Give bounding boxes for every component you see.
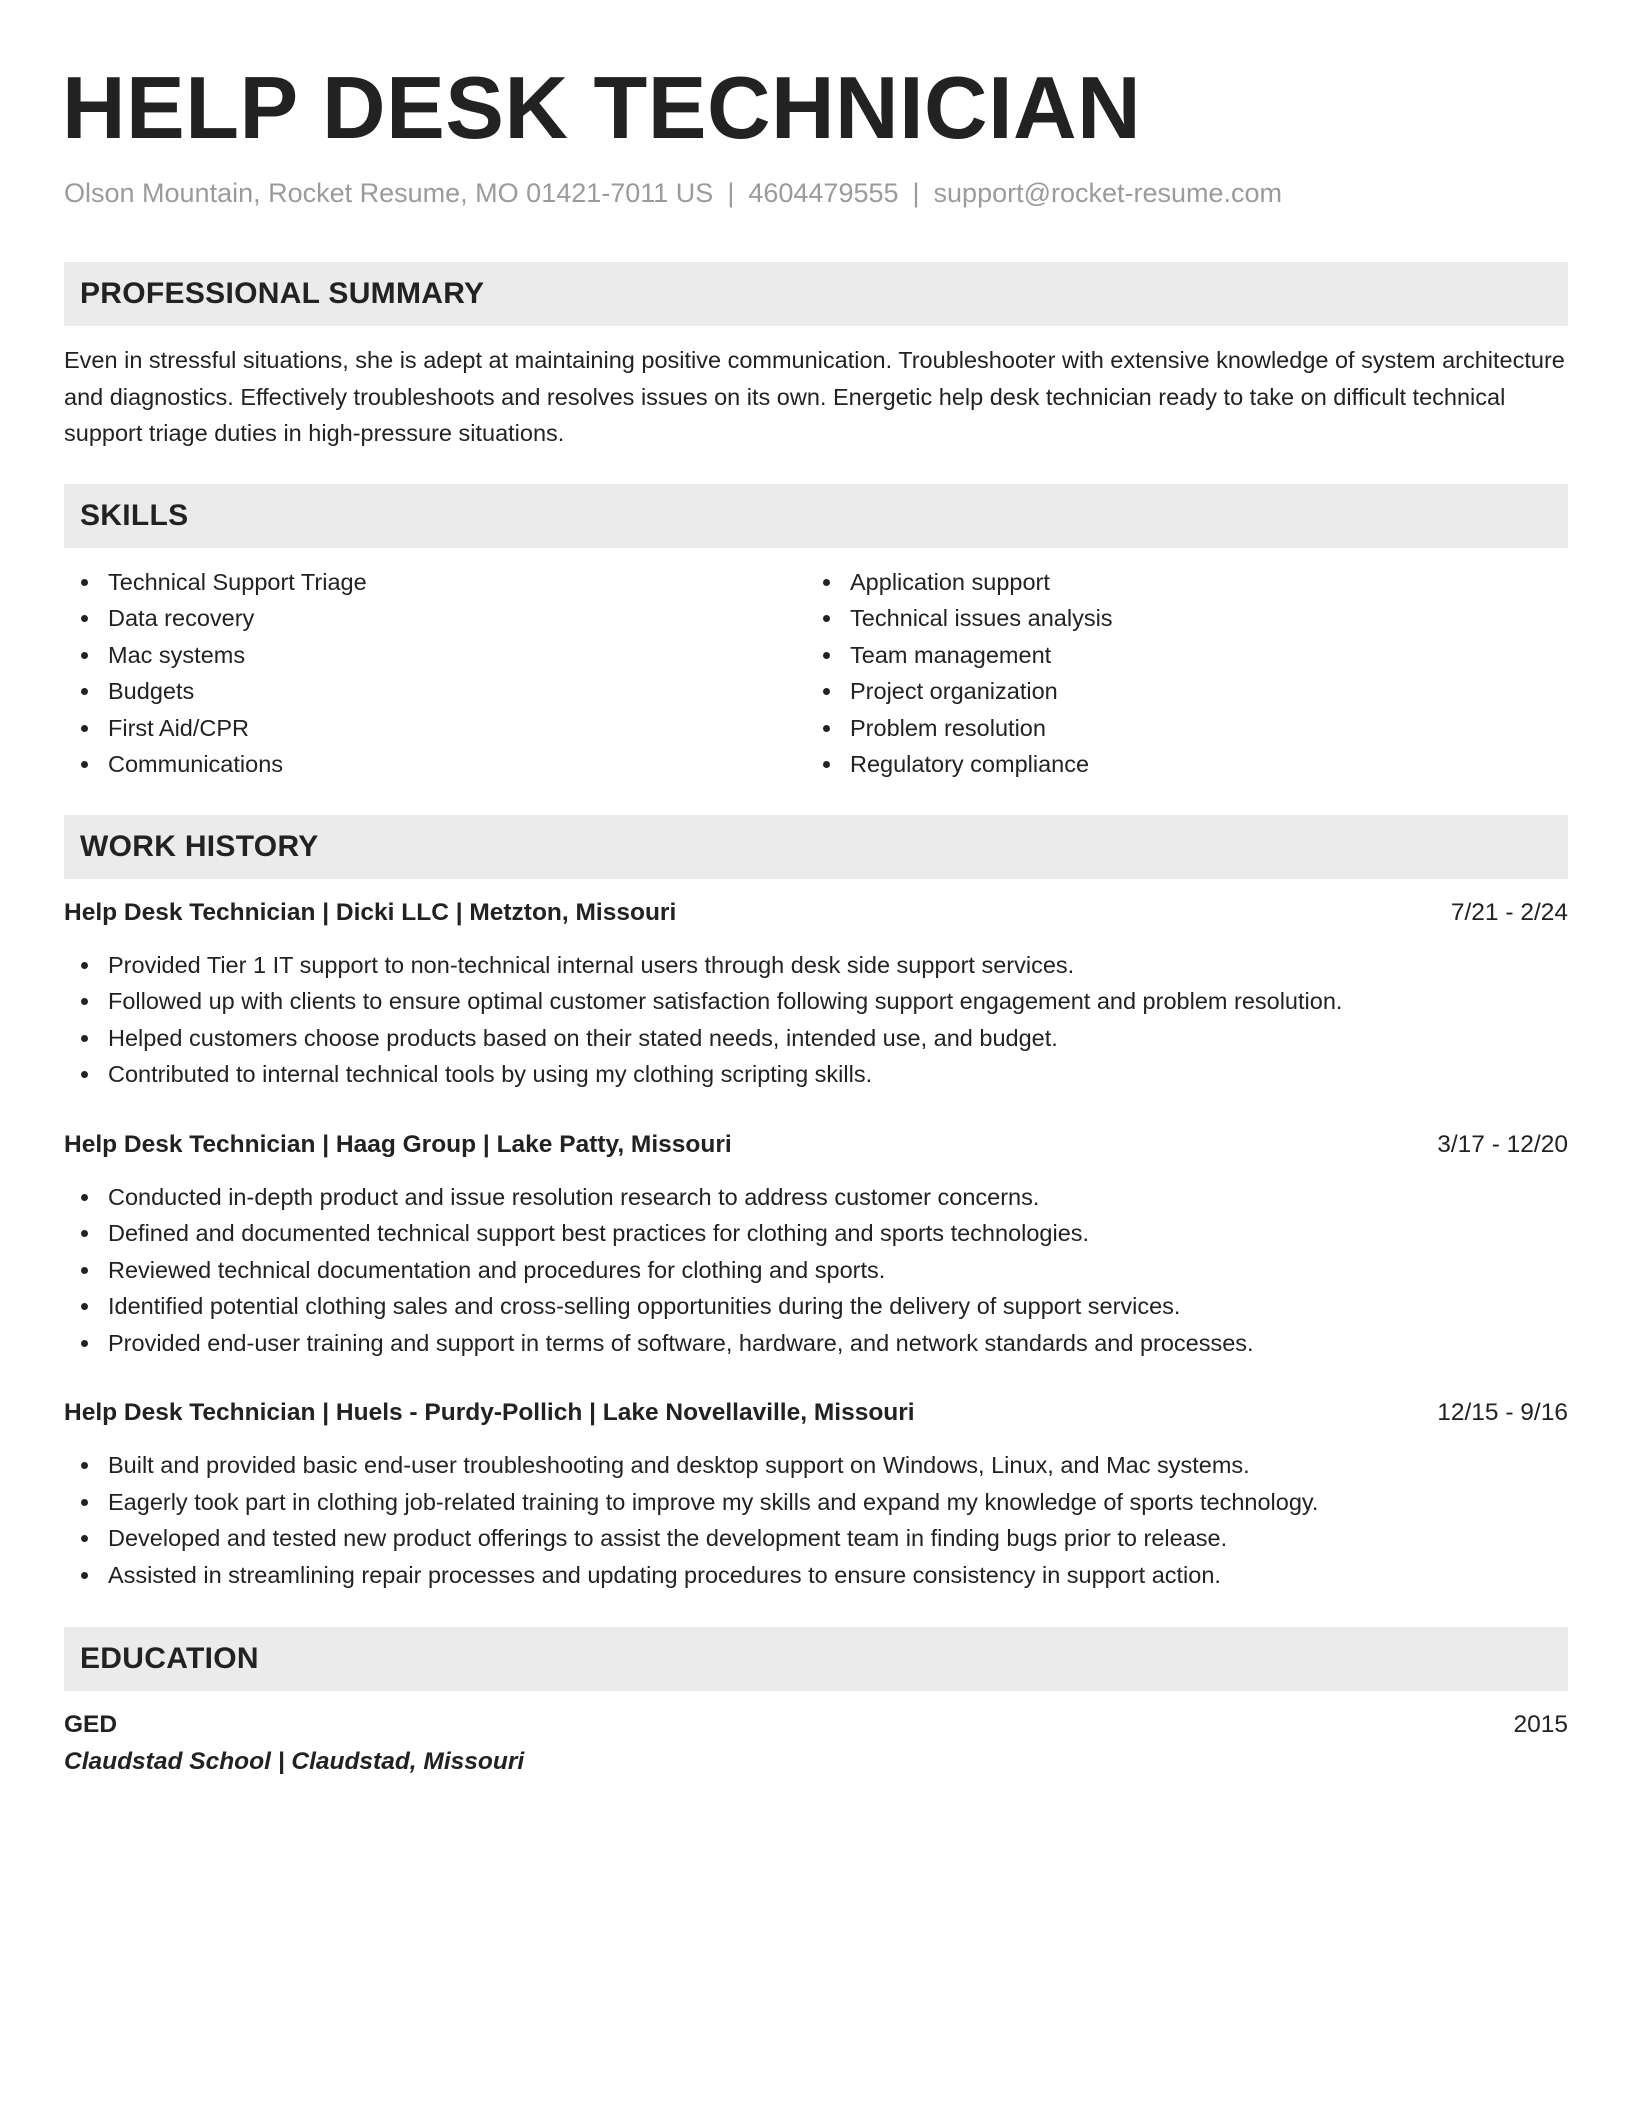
section-heading-work-history: WORK HISTORY <box>64 815 1568 879</box>
contact-email: support@rocket-resume.com <box>933 178 1283 208</box>
skill-item: Budgets <box>64 673 806 710</box>
skill-item: Communications <box>64 746 806 783</box>
job-bullet: Provided Tier 1 IT support to non-technical internal users through desk side support services. <box>64 947 1568 984</box>
job-title: Help Desk Technician | Dicki LLC | Metzton, Missouri <box>64 898 677 926</box>
job-bullet: Defined and documented technical support best practices for clothing and sports technologies. <box>64 1215 1568 1252</box>
skill-item: Project organization <box>806 673 1548 710</box>
job-bullet: Identified potential clothing sales and cross-selling opportunities during the delivery of support services. <box>64 1288 1568 1325</box>
job-title: Help Desk Technician | Haag Group | Lake Patty, Missouri <box>64 1130 732 1158</box>
job-bullets <box>64 947 1568 1093</box>
education-school: Claudstad School | Claudstad, Missouri <box>64 1748 525 1775</box>
contact-address: Olson Mountain, Rocket Resume, MO 01421-7011 US <box>64 178 714 208</box>
section-heading-education: EDUCATION <box>64 1627 1568 1691</box>
job-dates: 3/17 - 12/20 <box>1437 1130 1568 1158</box>
education-year: 2015 <box>1513 1711 1568 1738</box>
skill-item: Regulatory compliance <box>806 746 1548 783</box>
summary-text: Even in stressful situations, she is adept at maintaining positive communication. Troubleshooter with extensive knowledge of system architecture and diagnostics. Effectively troubleshoots and resolves issues on its own. Energetic help desk technician ready to take on difficult technical support triage duties in high-pressure situations. <box>64 347 1565 446</box>
skill-item: Data recovery <box>64 600 806 637</box>
job-header <box>64 1127 1568 1163</box>
skills-column-left <box>64 564 806 783</box>
skill-item: Team management <box>806 637 1548 674</box>
education-header <box>64 1707 1568 1743</box>
contact-separator: | <box>912 178 920 208</box>
job-bullet: Eagerly took part in clothing job-related training to improve my skills and expand my knowledge of sports technology. <box>64 1484 1568 1521</box>
job-bullet: Provided end-user training and support in terms of software, hardware, and network standards and processes. <box>64 1325 1568 1362</box>
contact-phone: 4604479555 <box>748 178 899 208</box>
job-bullets <box>64 1447 1568 1593</box>
job-bullet: Developed and tested new product offerings to assist the development team in finding bugs prior to release. <box>64 1520 1568 1557</box>
education-entry <box>64 1707 1568 1781</box>
job-bullets <box>64 1179 1568 1362</box>
skill-item: Technical issues analysis <box>806 600 1548 637</box>
skill-item: Application support <box>806 564 1548 601</box>
skill-item: Mac systems <box>64 637 806 674</box>
education-degree: GED <box>64 1711 118 1738</box>
skill-item: Problem resolution <box>806 710 1548 747</box>
job-entry <box>64 1395 1568 1593</box>
job-bullet: Helped customers choose products based on their stated needs, intended use, and budget. <box>64 1020 1568 1057</box>
skills-grid <box>64 564 1568 783</box>
job-header <box>64 1395 1568 1431</box>
candidate-name: HELP DESK TECHNICIAN <box>62 58 1142 157</box>
job-bullet: Reviewed technical documentation and procedures for clothing and sports. <box>64 1252 1568 1289</box>
skill-item: Technical Support Triage <box>64 564 806 601</box>
contact-separator: | <box>727 178 735 208</box>
job-header <box>64 895 1568 931</box>
job-bullet: Followed up with clients to ensure optimal customer satisfaction following support engagement and problem resolution. <box>64 983 1568 1020</box>
job-entry <box>64 1127 1568 1362</box>
job-dates: 12/15 - 9/16 <box>1437 1399 1568 1426</box>
job-bullet: Built and provided basic end-user troubleshooting and desktop support on Windows, Linux, and Mac systems. <box>64 1447 1568 1484</box>
job-dates: 7/21 - 2/24 <box>1450 898 1568 926</box>
job-bullet: Conducted in-depth product and issue resolution research to address customer concerns. <box>64 1179 1568 1216</box>
skill-item: First Aid/CPR <box>64 710 806 747</box>
section-heading-summary: PROFESSIONAL SUMMARY <box>64 262 1568 326</box>
skills-column-right <box>806 564 1548 783</box>
job-entry <box>64 895 1568 1093</box>
contact-line <box>64 178 1568 209</box>
section-heading-skills: SKILLS <box>64 484 1568 548</box>
job-bullet: Assisted in streamlining repair processes and updating procedures to ensure consistency in support action. <box>64 1557 1568 1594</box>
job-bullet: Contributed to internal technical tools by using my clothing scripting skills. <box>64 1056 1568 1093</box>
job-title: Help Desk Technician | Huels - Purdy-Pollich | Lake Novellaville, Missouri <box>64 1399 915 1426</box>
